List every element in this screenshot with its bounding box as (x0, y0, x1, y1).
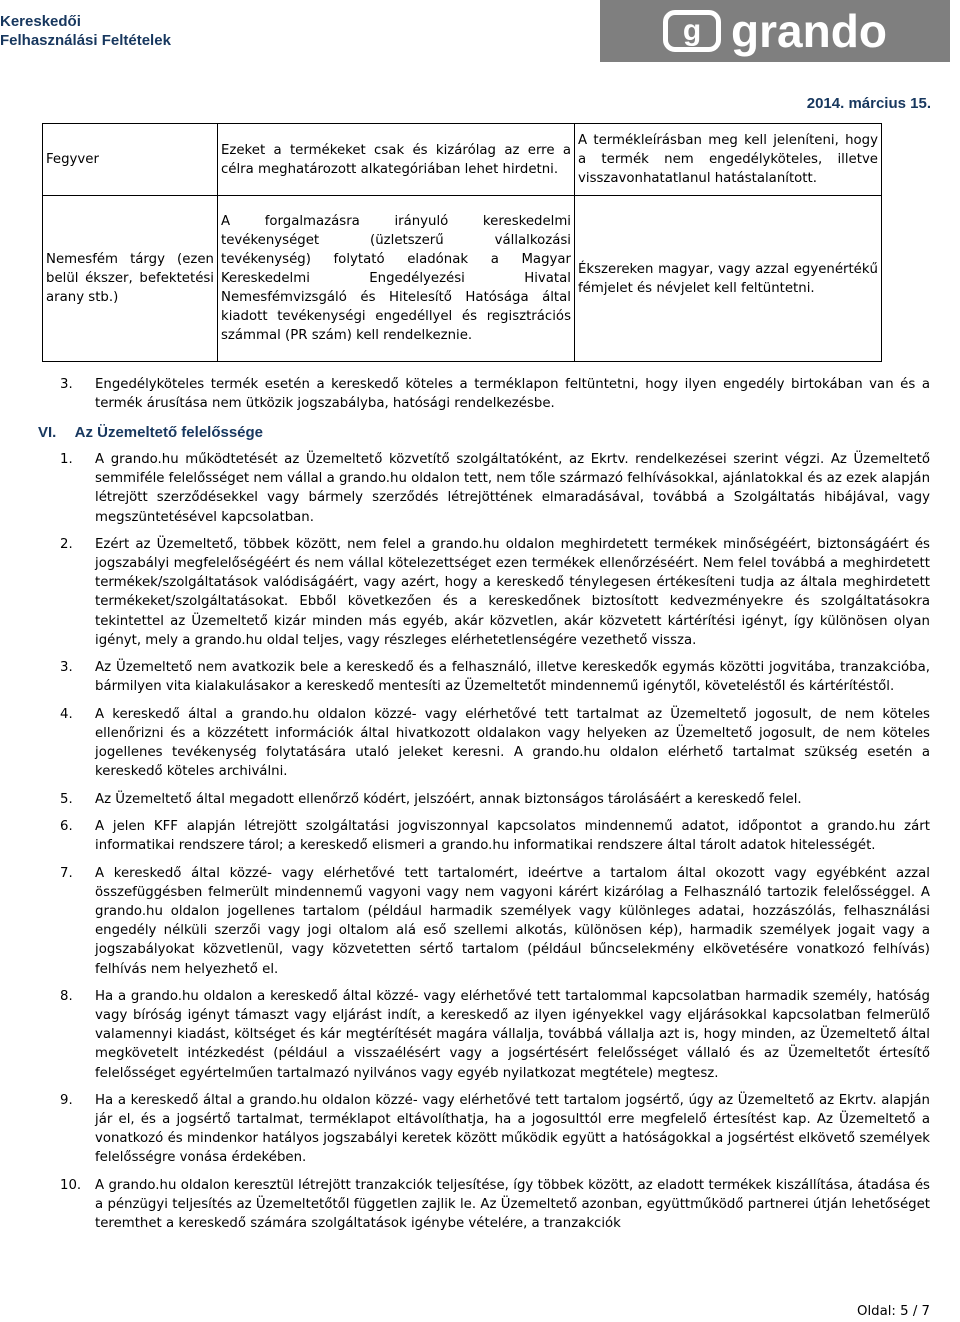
page-number: Oldal: 5 / 7 (856, 1304, 930, 1319)
list-item-number: 8. (60, 989, 73, 1005)
list-item-text: Ezért az Üzemeltető, többek között, nem felel a grando.hu oldalon meghirdetett termékek minőségéért, biztonságáért és jogszabályi megfelelőségéért és nem vállal kötelezettséget ezen termékek ellenőrzéséért. Nem felel továbbá a meghirdetett termékek/szolgáltatások valódiságáért, vagy azért, hogy a kereskedő ténylegesen értékesíteni tudja az általa meghirdetett termékeket/szolgáltatásokat. Ebből következően és a kereskedőnek biztosított kedvezményekre és szolgáltatásokra tekintettel az Üzemeltető kizár minden más egyéb, akár közvetlen, akár közvetett kártérítési igényt, így különösen olyan igényt, mely a grando.hu oldal teljes, vagy részleges elérhetetlenségére vezethető vissza. (95, 537, 930, 648)
list-item-text: A grando.hu oldalon keresztül létrejött tranzakciók teljesítése, így többek között, az eladott termékek kiszállítása, átadása és a pénzügyi teljesítés az Üzemeltetőtől független zajlik le. Az Üzemeltető azonban, együttműködő partnerei útján lehetőséget teremthet a kereskedő számára szolgáltatások igénybe vételére, a tranzakciók (95, 1177, 930, 1232)
product-rules-table (42, 123, 882, 362)
list-item-text: A kereskedő által a grando.hu oldalon közzé- vagy elérhetővé tett tartalmat az Üzemeltető jogosult, de nem köteles ellenőrizni és a közzétett információk által hivatkozott oldalakon vagy helyeken az Üzemeltető jogosult, de nem köteles jogellenes tevékenység folytatására utaló jeleket keresni. A grando.hu oldalon elérhető tartalmat szükség esetén a kereskedő köteles archiválni. (95, 706, 930, 780)
document-title (0, 12, 171, 50)
document-title-line1: Kereskedői (0, 13, 81, 30)
grando-logo-text: grando (731, 5, 887, 57)
table-cell-note: A termékleírásban meg kell jeleníteni, hogy a termék nem engedélyköteles, illetve visszavonhatatlanul hatástalanított. (575, 124, 882, 196)
section-heading (38, 423, 930, 442)
list-item-number: 7. (60, 866, 73, 882)
list-item-number: 1. (60, 452, 73, 468)
list-item (0, 705, 930, 781)
list-item (0, 658, 930, 696)
list-item-text: Az Üzemeltető nem avatkozik bele a kereskedő és a felhasználó, illetve kereskedők egymás közötti jogvitába, tranzakcióba, bármilyen vita kialakulásakor a kereskedő mentesíti az Üzemeltetőt mindennemű igénytől, követeléstől és kártérítéstől. (95, 660, 930, 695)
list-item-number: 9. (60, 1093, 73, 1109)
list-item (0, 790, 930, 809)
list-item (0, 817, 930, 855)
table-row (43, 196, 882, 362)
section-number: VI. (38, 424, 57, 442)
list-item-number: 4. (60, 706, 73, 722)
list-item (0, 535, 930, 650)
document-date: 2014. március 15. (806, 95, 931, 112)
list-item-text: Ha a kereskedő által a grando.hu oldalon közzé- vagy elérhetővé tett tartalom jogsértő, úgy az Üzemeltető az Ekrtv. alapján jár el, és a jogsértő tartalmat, terméklapot eltávolíthatja, ha a jogosulttól erre megfelelő értesítést kap. Az Üzemeltető a vonatkozó és mindenkor hatályos jogszabályi keretek között működik együtt a hatóságokkal a jogsértést elkövető személyek felelősségre vonása érdekében. (95, 1093, 930, 1166)
grando-logo (600, 0, 950, 62)
table-cell-category: Fegyver (43, 124, 218, 196)
list-item (0, 450, 930, 526)
list-item-number: 5. (60, 791, 73, 807)
list-item-text: A kereskedő által közzé- vagy elérhetővé tett tartalomért, ideértve a tartalom által okozott vagy egyébként azzal összefüggésben felmerült mindennemű vagyoni vagy nem vagyoni kárért kizárólag a Felhasználó tartozik felelősséggel. A grando.hu oldalon jogellenes tartalom (például harmadik személyek vagy különleges adatai, hozzászólás, felhasználási engedély nélküli szerzői vagy jogi oltalom alá eső szellemi alkotás, különösen kép), harmadik személyek jogait vagy a jogszabályokat közvetlenül, vagy közvetetten sértő tartalom (például bűncselekmény elkövetésére vonatkozó felhívás) felhívás nem helyezhető el. (95, 866, 930, 977)
list-item-text: A jelen KFF alapján létrejött szolgáltatási jogviszonnyal kapcsolatos mindennemű adatot, időpontot a grando.hu zárt informatikai rendszere tárol; a kereskedő elismeri a grando.hu informatikai rendszere által tárolt adatok hitelességét. (95, 819, 930, 854)
section-title: Az Üzemeltető felelőssége (74, 424, 264, 442)
section-body (0, 375, 930, 1242)
list-item (0, 1091, 930, 1167)
list-item-number: 10. (60, 1177, 82, 1193)
table-cell-rule: Ezeket a termékeket csak és kizárólag az erre a célra meghatározott alkategóriában lehet hirdetni. (218, 124, 575, 196)
list-item-number: 3. (60, 660, 73, 676)
list-item-text: Ha a grando.hu oldalon a kereskedő által közzé- vagy elérhetővé tett tartalommal kapcsolatban harmadik személy, hatóság vagy bíróság igényt támaszt vagy eljárást indít, a kereskedő az ilyen igényekkel vagy eljárásokkal kapcsolatban felmerülő valamennyi kiadást, költséget és kár megtérítését magára vállalja, továbbá vállalja azt is, hogy minden, az Üzemeltető által megkövetelt intézkedést (például a visszaélésért vagy a jogsértésért felelősséget vállaló és az Üzemeltetőt értesítő felelősséget egyértelműen tartalmazó nyilvános vagy egyéb nyilatkozat megtétele) megtesz. (95, 989, 930, 1081)
list-item (0, 987, 930, 1082)
list-item-text: Engedélyköteles termék esetén a kereskedő köteles a terméklapon feltüntetni, hogy ilyen engedély birtokában van és a termék árusítása nem ütközik jogszabályba, hatósági rendelkezésbe. (95, 377, 930, 412)
list-item-number: 3. (60, 377, 73, 392)
table-row (43, 124, 882, 196)
list-item-text: A grando.hu működtetését az Üzemeltető közvetítő szolgáltatóként, az Ekrtv. rendelkezései szerint végzi. Az Üzemeltető semmiféle felelősséget nem vállal a grando.hu oldalon tett, nem tőle származó felhívásokkal, ajánlatokkal és az ezek alapján létrejött szerződésekkel vagy bármely szerződés létrejöttének elmaradásával, továbbá a Szolgáltatás hibájával, vagy megszüntetésével kapcsolatban. (95, 452, 930, 525)
list-item-number: 6. (60, 819, 73, 835)
table-cell-rule: A forgalmazásra irányuló kereskedelmi tevékenységet (üzletszerű vállalkozási tevékenység) folytató eladónak a Magyar Kereskedelmi Engedélyezési Hivatal Nemesfémvizsgáló és Hitelesítő Hatósága által kiadott tevékenységi engedéllyel és regisztrációs számmal (PR szám) kell rendelkeznie. (218, 196, 575, 362)
table-cell-category: Nemesfém tárgy (ezen belül ékszer, befektetési arany stb.) (43, 196, 218, 362)
table-cell-note: Ékszereken magyar, vagy azzal egyenértékű fémjelet és névjelet kell feltüntetni. (575, 196, 882, 362)
list-item (0, 864, 930, 979)
list-item (0, 375, 930, 413)
grando-logo-icon: g (663, 10, 721, 52)
list-item-text: Az Üzemeltető által megadott ellenőrző kódért, jelszóért, annak biztonságos tárolásáért a kereskedő felel. (95, 791, 802, 807)
list-item (0, 1176, 930, 1233)
document-title-line2: Felhasználási Feltételek (0, 32, 171, 49)
list-item-number: 2. (60, 537, 73, 553)
